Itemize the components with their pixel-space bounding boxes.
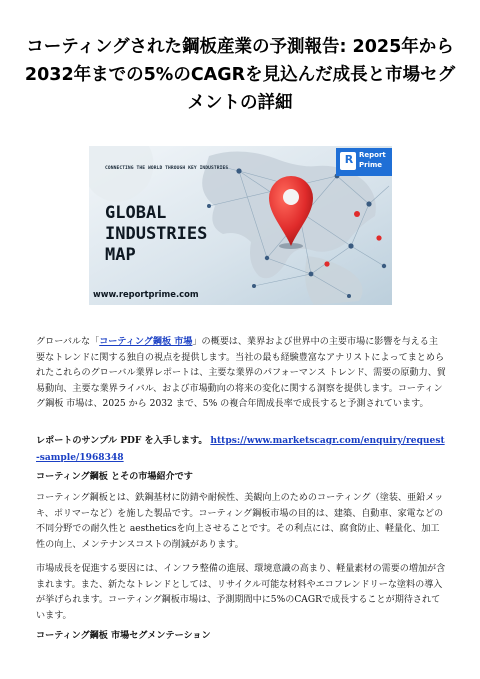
hero-heading-1: GLOBAL [105, 203, 167, 223]
logo-text-report: Report [359, 151, 386, 159]
definition-paragraph: コーティング鋼板とは、鉄鋼基材に防錆や耐候性、美観向上のためのコーティング（塗装、亜鉛メッキ、ポリマーなど）を施した製品です。コーティング鋼板市場の目的は、建築、自動車、家電などの不同分野での耐久性と aestheticsを向上させることです。その利点には、腐食防止、軽量化、加工性の向上、メンテナンスコストの削減があります。 [36, 493, 444, 550]
sample-paragraph [36, 433, 446, 466]
sample-link[interactable]: https://www.marketscagr.com/enquiry/request-sample/1968348 [36, 435, 445, 463]
page-title: コーティングされた鋼板産業の予測報告: 2025年から2032年までの5%のCAGRを見込んだ成長と市場セグメントの詳細 [24, 37, 456, 113]
hero-heading-2: INDUSTRIES [105, 224, 208, 244]
hero-image [89, 146, 392, 305]
growth-paragraph: 市場成長を促進する要因には、インフラ整備の進展、環境意識の高まり、軽量素材の需要の増加が含まれます。また、新たなトレンドとしては、リサイクル可能な材料やエコフレンドリーな塗料の導入が挙げられます。コーティング鋼板市場は、予測期間中に5%のCAGRで成長することが期待されています。 [36, 564, 446, 621]
market-link[interactable]: コーティング鋼板 市場 [99, 336, 193, 347]
hero-tagline: CONNECTING THE WORLD THROUGH KEY INDUSTRIES [105, 166, 229, 171]
logo-mark: R [344, 153, 354, 166]
hero-heading-3: MAP [105, 245, 136, 265]
intro-paragraph [36, 334, 446, 413]
intro-suffix: 」の概要は、業界および世界中の主要市場に影響を与える主要なトレンドに関する独自の視点を提供します。当社の最も経験豊富なアナリストによってまとめられたこれらのグローバル業界レポートは、主要な業界のパフォーマンス トレンド、需要の原動力、貿易動向、主要な業界ライバル、および市場動向の将来の変化に関する洞察を提供します。コーティング鋼板 市場は、2025 から 2032 まで、5% の複合年間成長率で成長すると予測されています。 [36, 337, 446, 409]
sample-label: レポートのサンプル PDF を入手します。 [36, 435, 208, 446]
hero-website: www.reportprime.com [93, 289, 199, 299]
section-heading-intro: コーティング鋼板 とその市場紹介です [36, 471, 193, 482]
intro-prefix: グローバルな「 [36, 337, 100, 347]
section-heading-segmentation: コーティング鋼板 市場セグメンテーション [36, 630, 211, 641]
logo-text-prime: Prime [359, 161, 383, 169]
